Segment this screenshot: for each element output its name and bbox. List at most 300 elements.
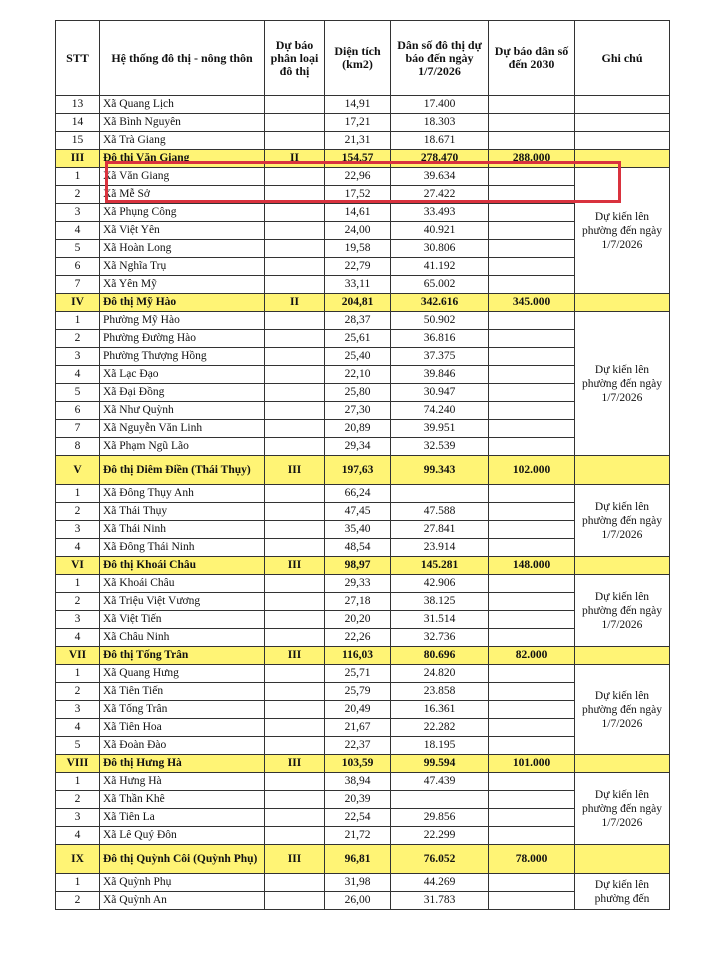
row-stt: 3 — [56, 348, 100, 366]
group-classification: III — [265, 456, 325, 485]
row-area: 35,40 — [325, 521, 391, 539]
group-population-2030: 288.000 — [489, 150, 575, 168]
group-note — [575, 294, 670, 312]
row-note: Dự kiến lên phường đến — [575, 874, 670, 910]
row-classification — [265, 611, 325, 629]
row-stt: 4 — [56, 629, 100, 647]
group-area: 197,63 — [325, 456, 391, 485]
row-name: Xã Đông Thái Ninh — [100, 539, 265, 557]
row-classification — [265, 593, 325, 611]
header-classification: Dự báo phân loại đô thị — [265, 21, 325, 96]
row-note: Dự kiến lên phường đến ngày 1/7/2026 — [575, 665, 670, 755]
row-stt: 5 — [56, 384, 100, 402]
row-classification — [265, 366, 325, 384]
group-name: Đô thị Khoái Châu — [100, 557, 265, 575]
row-population: 47.439 — [391, 773, 489, 791]
row-name: Xã Lạc Đạo — [100, 366, 265, 384]
row-area: 27,30 — [325, 402, 391, 420]
group-note — [575, 150, 670, 168]
row-note: Dự kiến lên phường đến ngày 1/7/2026 — [575, 312, 670, 456]
row-area: 22,26 — [325, 629, 391, 647]
row-area: 17,21 — [325, 114, 391, 132]
group-population: 278.470 — [391, 150, 489, 168]
row-population-2030 — [489, 312, 575, 330]
row-name: Xã Việt Yên — [100, 222, 265, 240]
row-population: 40.921 — [391, 222, 489, 240]
urban-system-table-sheet — [55, 20, 669, 910]
group-name: Đô thị Mỹ Hào — [100, 294, 265, 312]
row-stt: 14 — [56, 114, 100, 132]
row-population-2030 — [489, 204, 575, 222]
group-area: 116,03 — [325, 647, 391, 665]
row-classification — [265, 438, 325, 456]
table-row — [56, 773, 670, 791]
row-classification — [265, 132, 325, 150]
row-population-2030 — [489, 276, 575, 294]
group-population: 99.343 — [391, 456, 489, 485]
row-population-2030 — [489, 330, 575, 348]
group-classification: II — [265, 150, 325, 168]
group-stt: VI — [56, 557, 100, 575]
row-classification — [265, 186, 325, 204]
group-row — [56, 150, 670, 168]
row-population — [391, 485, 489, 503]
row-classification — [265, 539, 325, 557]
group-population: 145.281 — [391, 557, 489, 575]
row-name: Xã Mễ Sở — [100, 186, 265, 204]
row-stt: 4 — [56, 366, 100, 384]
row-note: Dự kiến lên phường đến ngày 1/7/2026 — [575, 575, 670, 647]
row-population: 30.806 — [391, 240, 489, 258]
row-name: Xã Phạm Ngũ Lão — [100, 438, 265, 456]
row-population-2030 — [489, 683, 575, 701]
row-area: 27,18 — [325, 593, 391, 611]
row-population: 33.493 — [391, 204, 489, 222]
row-classification — [265, 276, 325, 294]
row-area: 25,71 — [325, 665, 391, 683]
row-population-2030 — [489, 402, 575, 420]
row-population: 74.240 — [391, 402, 489, 420]
row-population: 17.400 — [391, 96, 489, 114]
row-population-2030 — [489, 258, 575, 276]
row-name: Xã Việt Tiến — [100, 611, 265, 629]
group-name: Đô thị Hưng Hà — [100, 755, 265, 773]
header-population-2026: Dân số đô thị dự báo đến ngày 1/7/2026 — [391, 21, 489, 96]
row-classification — [265, 240, 325, 258]
group-stt: IV — [56, 294, 100, 312]
row-population: 39.951 — [391, 420, 489, 438]
row-population-2030 — [489, 629, 575, 647]
row-name: Xã Nguyễn Văn Linh — [100, 420, 265, 438]
row-classification — [265, 114, 325, 132]
group-row — [56, 647, 670, 665]
header-name: Hệ thống đô thị - nông thôn — [100, 21, 265, 96]
row-name: Xã Quang Hưng — [100, 665, 265, 683]
row-stt: 1 — [56, 773, 100, 791]
row-name: Xã Thái Thụy — [100, 503, 265, 521]
group-classification: II — [265, 294, 325, 312]
row-population-2030 — [489, 438, 575, 456]
row-area: 25,40 — [325, 348, 391, 366]
row-name: Xã Như Quỳnh — [100, 402, 265, 420]
row-area: 38,94 — [325, 773, 391, 791]
row-area: 17,52 — [325, 186, 391, 204]
row-name: Xã Đông Thụy Anh — [100, 485, 265, 503]
row-classification — [265, 384, 325, 402]
row-stt: 2 — [56, 791, 100, 809]
row-population: 32.539 — [391, 438, 489, 456]
row-name: Phường Đường Hào — [100, 330, 265, 348]
row-area: 20,39 — [325, 791, 391, 809]
row-name: Xã Lê Quý Đôn — [100, 827, 265, 845]
row-stt: 5 — [56, 240, 100, 258]
group-population: 342.616 — [391, 294, 489, 312]
row-population: 18.303 — [391, 114, 489, 132]
row-population: 27.422 — [391, 186, 489, 204]
group-note — [575, 755, 670, 773]
row-note — [575, 132, 670, 150]
row-name: Xã Văn Giang — [100, 168, 265, 186]
group-population-2030: 78.000 — [489, 845, 575, 874]
row-classification — [265, 420, 325, 438]
table-row — [56, 168, 670, 186]
row-population: 24.820 — [391, 665, 489, 683]
row-area: 14,61 — [325, 204, 391, 222]
row-population: 27.841 — [391, 521, 489, 539]
row-classification — [265, 96, 325, 114]
row-classification — [265, 874, 325, 892]
group-area: 103,59 — [325, 755, 391, 773]
table-body — [56, 96, 670, 910]
row-classification — [265, 701, 325, 719]
row-stt: 3 — [56, 204, 100, 222]
row-name: Xã Yên Mỹ — [100, 276, 265, 294]
row-name: Xã Quang Lịch — [100, 96, 265, 114]
row-stt: 2 — [56, 593, 100, 611]
row-population: 42.906 — [391, 575, 489, 593]
row-population-2030 — [489, 539, 575, 557]
row-name: Xã Đại Đồng — [100, 384, 265, 402]
row-area: 22,10 — [325, 366, 391, 384]
row-stt: 4 — [56, 222, 100, 240]
row-area: 33,11 — [325, 276, 391, 294]
row-stt: 13 — [56, 96, 100, 114]
group-name: Đô thị Diêm Điền (Thái Thụy) — [100, 456, 265, 485]
row-population-2030 — [489, 611, 575, 629]
row-name: Xã Thần Khê — [100, 791, 265, 809]
row-population-2030 — [489, 132, 575, 150]
group-stt: VII — [56, 647, 100, 665]
table-row — [56, 485, 670, 503]
group-population: 80.696 — [391, 647, 489, 665]
row-population: 23.914 — [391, 539, 489, 557]
row-population: 39.846 — [391, 366, 489, 384]
row-name: Xã Hoàn Long — [100, 240, 265, 258]
row-area: 29,34 — [325, 438, 391, 456]
row-population-2030 — [489, 240, 575, 258]
row-population-2030 — [489, 168, 575, 186]
row-stt: 4 — [56, 827, 100, 845]
group-note — [575, 557, 670, 575]
row-population: 18.195 — [391, 737, 489, 755]
row-stt: 2 — [56, 503, 100, 521]
row-area: 25,79 — [325, 683, 391, 701]
row-classification — [265, 791, 325, 809]
row-population-2030 — [489, 114, 575, 132]
row-area: 20,49 — [325, 701, 391, 719]
row-stt: 3 — [56, 809, 100, 827]
group-row — [56, 557, 670, 575]
row-population: 18.671 — [391, 132, 489, 150]
row-population: 47.588 — [391, 503, 489, 521]
row-population-2030 — [489, 521, 575, 539]
row-classification — [265, 827, 325, 845]
row-stt: 2 — [56, 186, 100, 204]
row-classification — [265, 330, 325, 348]
group-area: 154,57 — [325, 150, 391, 168]
row-name: Xã Đoàn Đào — [100, 737, 265, 755]
row-note: Dự kiến lên phường đến ngày 1/7/2026 — [575, 773, 670, 845]
group-name: Đô thị Văn Giang — [100, 150, 265, 168]
row-stt: 7 — [56, 276, 100, 294]
row-stt: 6 — [56, 402, 100, 420]
row-area: 22,54 — [325, 809, 391, 827]
group-classification: III — [265, 755, 325, 773]
table-row — [56, 575, 670, 593]
row-name: Xã Quỳnh An — [100, 892, 265, 910]
row-name: Xã Hưng Hà — [100, 773, 265, 791]
row-name: Xã Thái Ninh — [100, 521, 265, 539]
row-stt: 8 — [56, 438, 100, 456]
row-classification — [265, 222, 325, 240]
table-row — [56, 114, 670, 132]
row-population: 30.947 — [391, 384, 489, 402]
row-population: 23.858 — [391, 683, 489, 701]
row-classification — [265, 629, 325, 647]
row-population: 22.282 — [391, 719, 489, 737]
row-population: 37.375 — [391, 348, 489, 366]
row-stt: 2 — [56, 683, 100, 701]
row-population-2030 — [489, 222, 575, 240]
row-population: 31.514 — [391, 611, 489, 629]
row-classification — [265, 204, 325, 222]
group-classification: III — [265, 557, 325, 575]
row-population: 31.783 — [391, 892, 489, 910]
row-population: 39.634 — [391, 168, 489, 186]
row-classification — [265, 575, 325, 593]
header-population-2030: Dự báo dân số đến 2030 — [489, 21, 575, 96]
group-classification: III — [265, 647, 325, 665]
group-stt: VIII — [56, 755, 100, 773]
group-row — [56, 755, 670, 773]
row-classification — [265, 737, 325, 755]
table-row — [56, 665, 670, 683]
group-population: 76.052 — [391, 845, 489, 874]
row-stt: 3 — [56, 611, 100, 629]
row-name: Xã Khoái Châu — [100, 575, 265, 593]
row-population-2030 — [489, 737, 575, 755]
row-classification — [265, 312, 325, 330]
row-population: 38.125 — [391, 593, 489, 611]
row-classification — [265, 485, 325, 503]
group-row — [56, 845, 670, 874]
row-name: Xã Tiên La — [100, 809, 265, 827]
header-note: Ghi chú — [575, 21, 670, 96]
row-stt: 1 — [56, 312, 100, 330]
row-population-2030 — [489, 773, 575, 791]
group-population-2030: 148.000 — [489, 557, 575, 575]
row-area: 22,37 — [325, 737, 391, 755]
table-row — [56, 312, 670, 330]
group-area: 96,81 — [325, 845, 391, 874]
row-stt: 5 — [56, 737, 100, 755]
row-stt: 1 — [56, 665, 100, 683]
group-population-2030: 82.000 — [489, 647, 575, 665]
row-population-2030 — [489, 701, 575, 719]
row-classification — [265, 521, 325, 539]
header-stt: STT — [56, 21, 100, 96]
row-name: Xã Nghĩa Trụ — [100, 258, 265, 276]
row-population-2030 — [489, 384, 575, 402]
row-area: 22,96 — [325, 168, 391, 186]
row-note: Dự kiến lên phường đến ngày 1/7/2026 — [575, 168, 670, 294]
row-stt: 4 — [56, 539, 100, 557]
header-row — [56, 21, 670, 96]
row-classification — [265, 683, 325, 701]
row-note — [575, 114, 670, 132]
row-stt: 1 — [56, 168, 100, 186]
row-classification — [265, 719, 325, 737]
row-stt: 6 — [56, 258, 100, 276]
row-area: 20,89 — [325, 420, 391, 438]
group-population-2030: 101.000 — [489, 755, 575, 773]
row-area: 28,37 — [325, 312, 391, 330]
row-note — [575, 96, 670, 114]
table-row — [56, 874, 670, 892]
group-area: 98,97 — [325, 557, 391, 575]
row-classification — [265, 665, 325, 683]
group-row — [56, 456, 670, 485]
row-stt: 1 — [56, 575, 100, 593]
group-population-2030: 345.000 — [489, 294, 575, 312]
row-classification — [265, 348, 325, 366]
row-stt: 15 — [56, 132, 100, 150]
row-area: 31,98 — [325, 874, 391, 892]
group-note — [575, 456, 670, 485]
row-population-2030 — [489, 186, 575, 204]
group-name: Đô thị Quỳnh Côi (Quỳnh Phụ) — [100, 845, 265, 874]
row-stt: 4 — [56, 719, 100, 737]
row-population: 44.269 — [391, 874, 489, 892]
table-row — [56, 96, 670, 114]
group-stt: IX — [56, 845, 100, 874]
row-name: Xã Triệu Việt Vương — [100, 593, 265, 611]
row-population-2030 — [489, 348, 575, 366]
group-area: 204,81 — [325, 294, 391, 312]
row-name: Xã Châu Ninh — [100, 629, 265, 647]
row-population-2030 — [489, 665, 575, 683]
row-population: 65.002 — [391, 276, 489, 294]
group-row — [56, 294, 670, 312]
row-area: 19,58 — [325, 240, 391, 258]
row-population-2030 — [489, 96, 575, 114]
row-area: 20,20 — [325, 611, 391, 629]
urban-system-table — [55, 20, 670, 910]
row-population-2030 — [489, 809, 575, 827]
row-population-2030 — [489, 366, 575, 384]
row-population-2030 — [489, 874, 575, 892]
row-name: Xã Trà Giang — [100, 132, 265, 150]
row-population: 32.736 — [391, 629, 489, 647]
row-population-2030 — [489, 503, 575, 521]
row-note: Dự kiến lên phường đến ngày 1/7/2026 — [575, 485, 670, 557]
group-note — [575, 845, 670, 874]
row-name: Phường Mỹ Hào — [100, 312, 265, 330]
group-classification: III — [265, 845, 325, 874]
row-area: 21,72 — [325, 827, 391, 845]
row-name: Xã Tiên Tiến — [100, 683, 265, 701]
row-population: 29.856 — [391, 809, 489, 827]
row-area: 66,24 — [325, 485, 391, 503]
group-population-2030: 102.000 — [489, 456, 575, 485]
row-stt: 3 — [56, 701, 100, 719]
row-stt: 2 — [56, 330, 100, 348]
row-area: 25,61 — [325, 330, 391, 348]
row-area: 22,79 — [325, 258, 391, 276]
row-classification — [265, 402, 325, 420]
row-area: 25,80 — [325, 384, 391, 402]
row-area: 29,33 — [325, 575, 391, 593]
group-note — [575, 647, 670, 665]
row-area: 21,31 — [325, 132, 391, 150]
row-population — [391, 791, 489, 809]
row-population: 41.192 — [391, 258, 489, 276]
group-stt: V — [56, 456, 100, 485]
row-name: Xã Tiên Hoa — [100, 719, 265, 737]
row-name: Xã Tống Trân — [100, 701, 265, 719]
row-population-2030 — [489, 719, 575, 737]
row-name: Xã Quỳnh Phụ — [100, 874, 265, 892]
row-area: 14,91 — [325, 96, 391, 114]
table-row — [56, 132, 670, 150]
group-population: 99.594 — [391, 755, 489, 773]
row-population: 50.902 — [391, 312, 489, 330]
row-population: 36.816 — [391, 330, 489, 348]
row-area: 48,54 — [325, 539, 391, 557]
row-population: 22.299 — [391, 827, 489, 845]
row-area: 26,00 — [325, 892, 391, 910]
row-population: 16.361 — [391, 701, 489, 719]
row-stt: 3 — [56, 521, 100, 539]
header-area: Diện tích (km2) — [325, 21, 391, 96]
row-area: 24,00 — [325, 222, 391, 240]
row-name: Xã Bình Nguyên — [100, 114, 265, 132]
group-name: Đô thị Tống Trân — [100, 647, 265, 665]
row-classification — [265, 258, 325, 276]
row-classification — [265, 773, 325, 791]
row-stt: 7 — [56, 420, 100, 438]
row-area: 21,67 — [325, 719, 391, 737]
row-population-2030 — [489, 420, 575, 438]
row-area: 47,45 — [325, 503, 391, 521]
row-classification — [265, 809, 325, 827]
row-population-2030 — [489, 892, 575, 910]
row-population-2030 — [489, 827, 575, 845]
row-stt: 1 — [56, 874, 100, 892]
row-name: Phường Thượng Hồng — [100, 348, 265, 366]
row-population-2030 — [489, 791, 575, 809]
row-name: Xã Phụng Công — [100, 204, 265, 222]
